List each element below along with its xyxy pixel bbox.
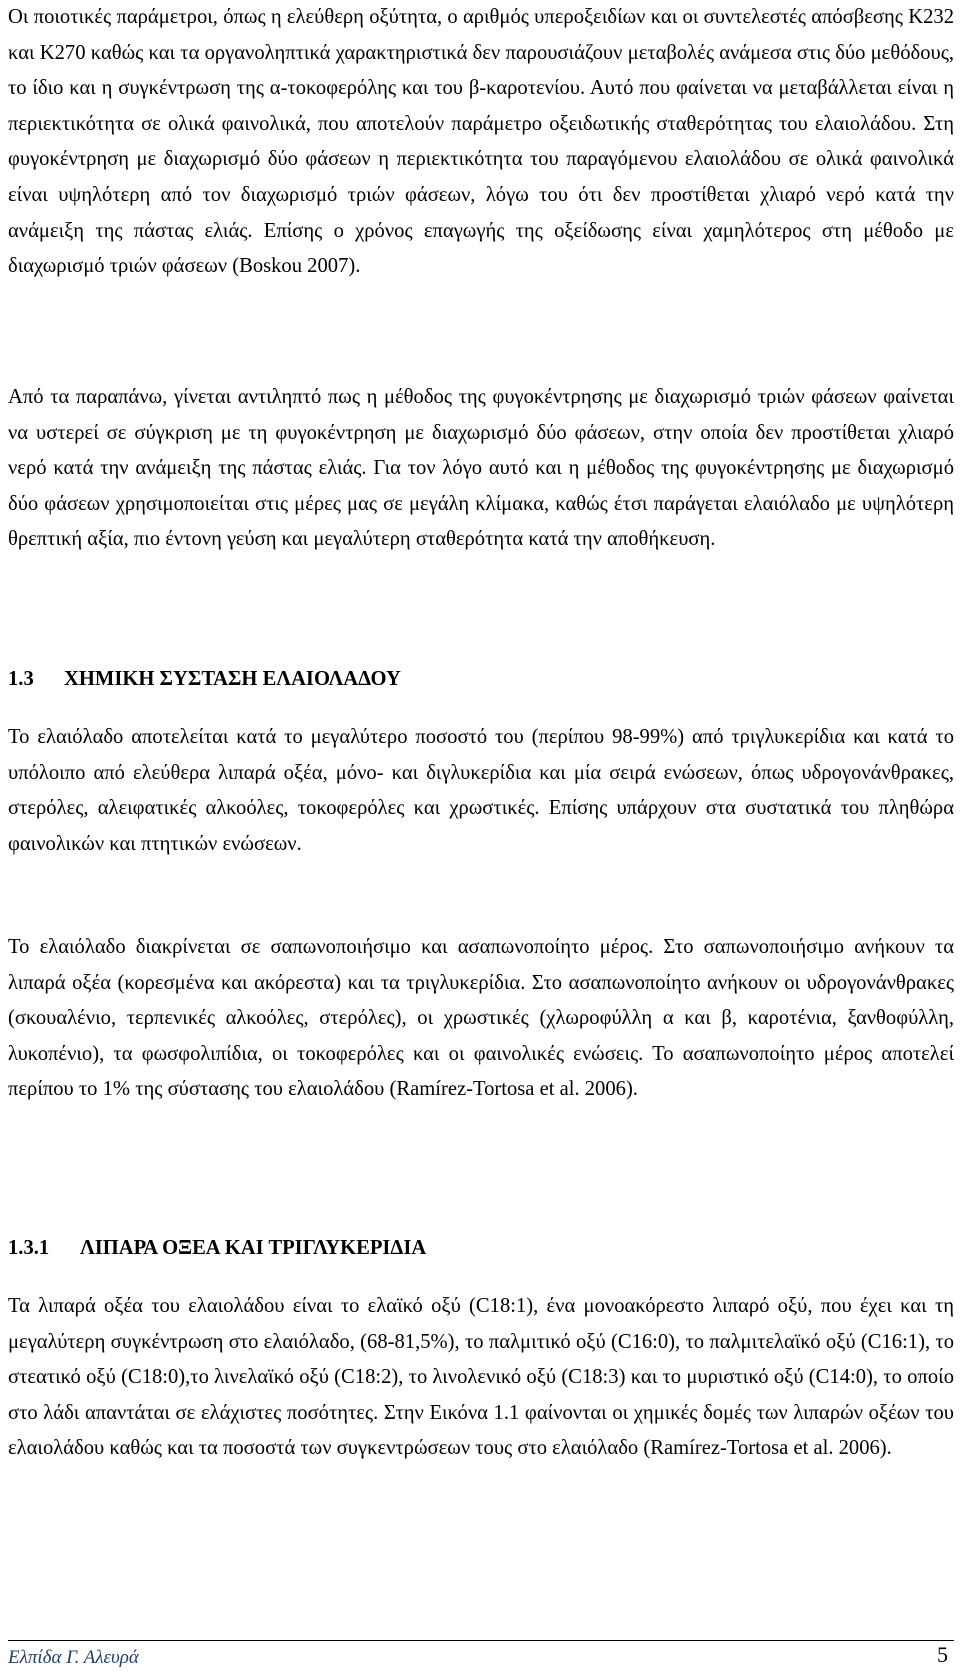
paragraph-fatty-acids: Τα λιπαρά οξέα του ελαιολάδου είναι το ελαϊκό οξύ (C18:1), ένα μονοακόρεστο λιπαρό οξύ, που έχει και τη μεγαλύτερη συγκέντρωση στο ελαιόλαδο, (68-81,5%), το παλμιτικό οξύ (C16:0), το παλμιτελαϊκό οξύ (C16:1), το στεατικό οξύ (C18:0),το λινελαϊκό οξύ (C18:2), το λινολενικό οξύ (C18:3) και το μυριστικό οξύ (C14:0), το οποίο στο λάδι απαντάται σε ελάχιστες ποσότητες. Στην Εικόνα 1.1 φαίνονται οι χημικές δομές των λιπαρών οξέων του ελαιολάδου καθώς και τα ποσοστά των συγκεντρώσεων τους στο ελαιόλαδο (Ramírez-Tortosa et al. 2006). (8, 1295, 954, 1460)
subsection-number: 1.3.1 (8, 1237, 50, 1259)
footer-author: Ελπίδα Γ. Αλευρά (8, 1647, 139, 1668)
paragraph-method-comparison: Από τα παραπάνω, γίνεται αντιληπτό πως η μέθοδος της φυγοκέντρησης με διαχωρισμό τριών φάσεων φαίνεται να υστερεί σε σύγκριση με τη φυγοκέντρηση με διαχωρισμό δύο φάσεων, στην οποία δεν προστίθεται χλιαρό νερό κατά την ανάμειξη της πάστας ελιάς. Για τον λόγο αυτό και η μέθοδος της φυγοκέντρησης με διαχωρισμό δύο φάσεων χρησιμοποιείται στις μέρες μας σε μεγάλη κλίμακα, καθώς έτσι παράγεται ελαιόλαδο με υψηλότερη θρεπτική αξία, πιο έντονη γεύση και μεγαλύτερη σταθερότητα κατά την αποθήκευση. (8, 386, 954, 551)
section-title: ΧΗΜΙΚΗ ΣΥΣΤΑΣΗ ΕΛΑΙΟΛΑΔΟΥ (64, 668, 401, 690)
footer-divider (8, 1640, 954, 1641)
paragraph-composition-overview: Το ελαιόλαδο αποτελείται κατά το μεγαλύτερο ποσοστό του (περίπου 98-99%) από τριγλυκερίδια και κατά το υπόλοιπο από ελεύθερα λιπαρά οξέα, μόνο- και διγλυκερίδια και μία σειρά ενώσεων, όπως υδρογονάνθρακες, στερόλες, αλειφατικές αλκοόλες, τοκοφερόλες και χρωστικές. Επίσης υπάρχουν στα συστατικά του πληθώρα φαινολικών και πτητικών ενώσεων. (8, 726, 954, 855)
paragraph-quality-parameters: Οι ποιοτικές παράμετροι, όπως η ελεύθερη οξύτητα, ο αριθμός υπεροξειδίων και οι συντελεστές απόσβεσης K232 και K270 καθώς και τα οργανοληπτικά χαρακτηριστικά δεν παρουσιάζουν μεταβολές ανάμεσα στις δύο μεθόδους, το ίδιο και η συγκέντρωση της α-τοκοφερόλης και του β-καροτενίου. Αυτό που φαίνεται να μεταβάλλεται είναι η περιεκτικότητα σε ολικά φαινολικά, που αποτελούν παράμετρο οξειδωτικής σταθερότητας του ελαιολάδου. Στη φυγοκέντρηση με διαχωρισμό δύο φάσεων η περιεκτικότητα του παραγόμενου ελαιολάδου σε ολικά φαινολικά είναι υψηλότερη από τον διαχωρισμό τριών φάσεων, λόγω του ότι δεν προστίθεται χλιαρό νερό κατά την ανάμειξη της πάστας ελιάς. Επίσης ο χρόνος επαγωγής της οξείδωσης είναι χαμηλότερος στη μέθοδο με διαχωρισμό τριών φάσεων (Boskou 2007). (8, 6, 954, 278)
paragraph-saponifiable-fraction: Το ελαιόλαδο διακρίνεται σε σαπωνοποιήσιμο και ασαπωνοποίητο μέρος. Στο σαπωνοποιήσιμο ανήκουν τα λιπαρά οξέα (κορεσμένα και ακόρεστα) και τα τριγλυκερίδια. Στο ασαπωνοποίητο ανήκουν οι υδρογονάνθρακες (σκουαλένιο, τερπενικές αλκοόλες, στερόλες), οι χρωστικές (χλωροφύλλη α και β, καροτένια, ξανθοφύλλη, λυκοπένιο), τα φωσφολιπίδια, οι τοκοφερόλες και οι φαινολικές ενώσεις. Το ασαπωνοποίητο μέρος αποτελεί περίπου το 1% της σύστασης του ελαιολάδου (Ramírez-Tortosa et al. 2006). (8, 936, 954, 1101)
section-heading-chemical-composition (8, 665, 401, 693)
document-page (8, 0, 954, 1678)
subsection-heading-fatty-acids (8, 1234, 426, 1262)
page-number: 5 (937, 1642, 948, 1667)
subsection-title: ΛΙΠΑΡΑ ΟΞΕΑ ΚΑΙ ΤΡΙΓΛΥΚΕΡΙΔΙΑ (80, 1237, 427, 1259)
section-number: 1.3 (8, 668, 34, 690)
